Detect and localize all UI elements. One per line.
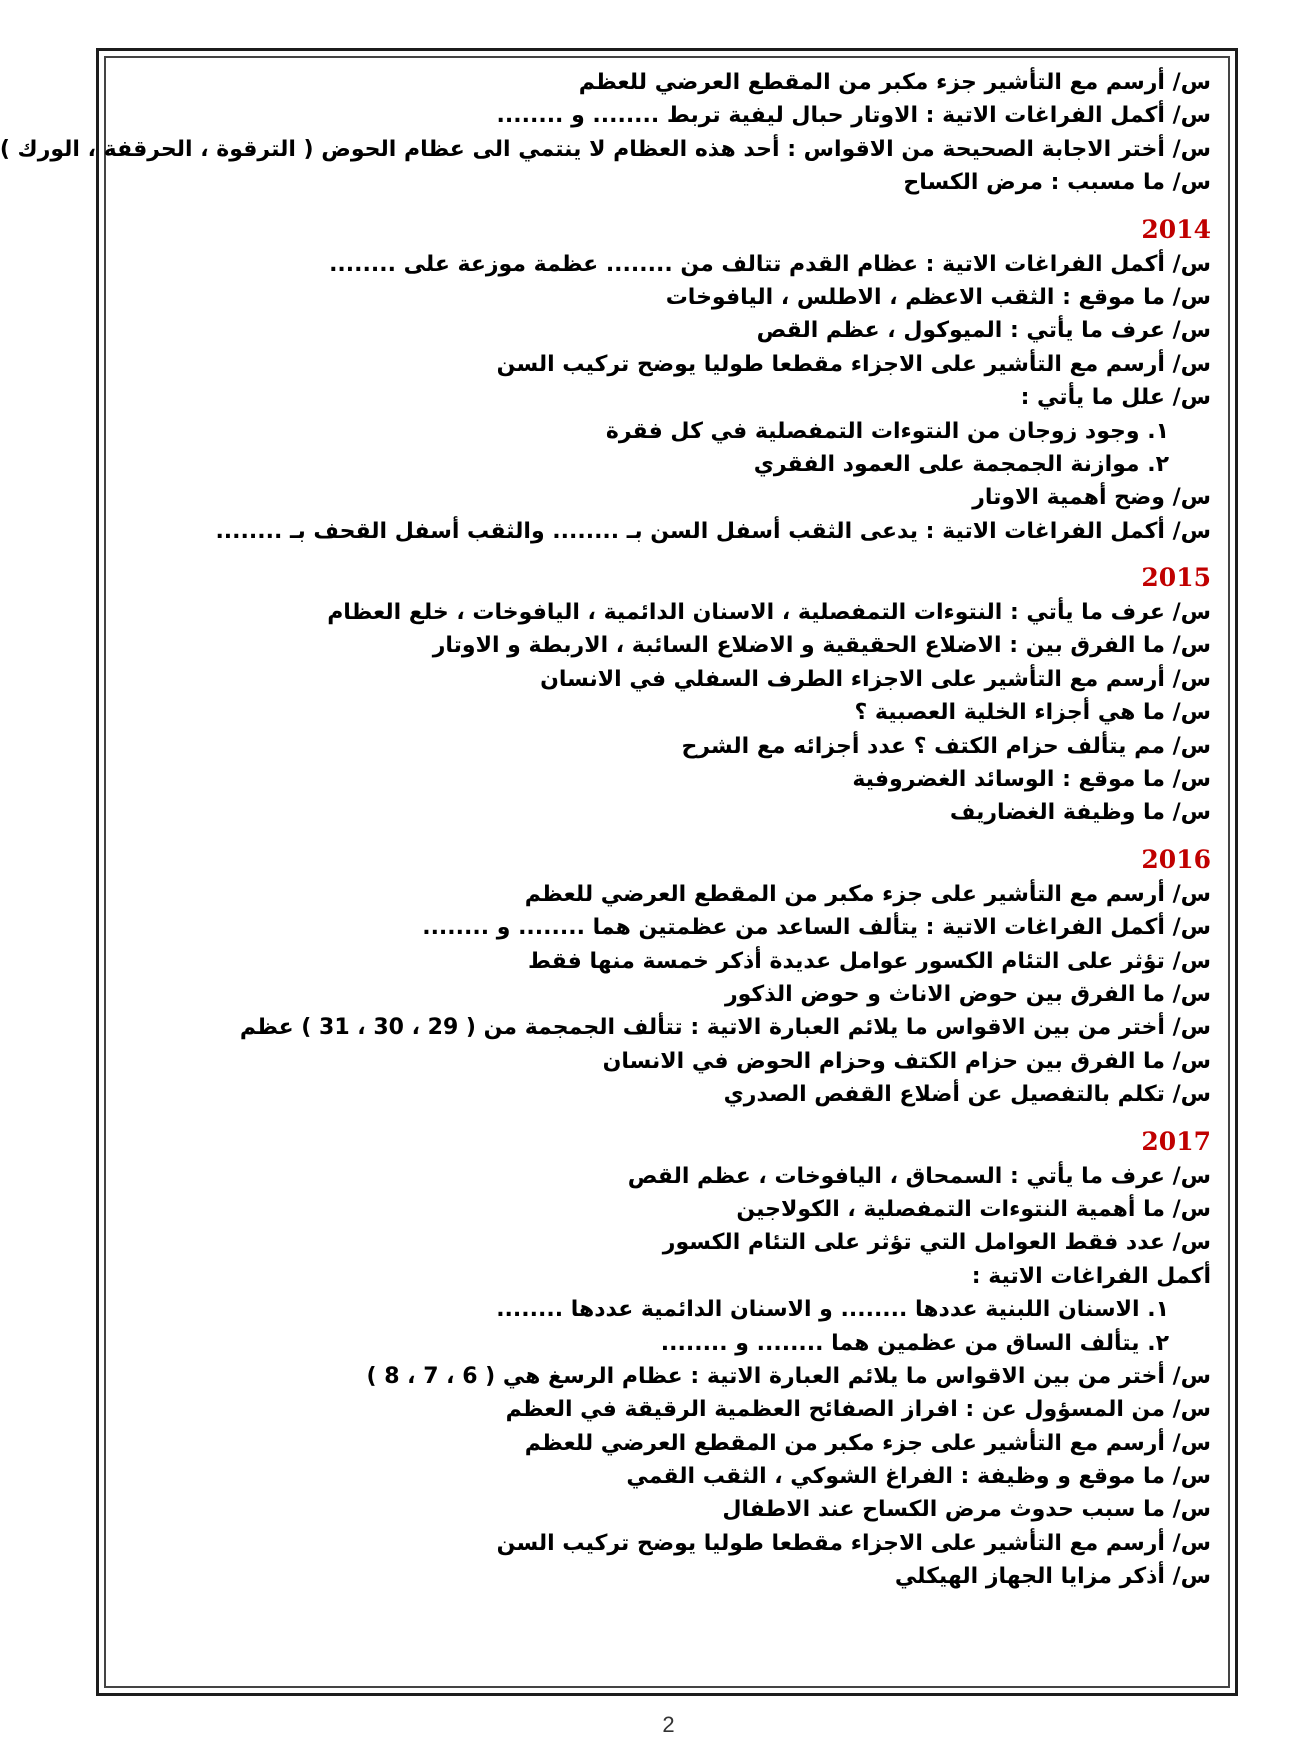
page-number: 2 xyxy=(662,1712,675,1737)
question-line: س/ ما مسبب : مرض الكساح xyxy=(903,170,1211,196)
question-line: س/ أكمل الفراغات الاتية : الاوتار حبال ليفية تربط ........ و ........ xyxy=(496,103,1211,129)
question-line: س/ أكمل الفراغات الاتية : عظام القدم تتالف من ........ عظمة موزعة على ........ xyxy=(329,251,1211,277)
question-line: س/ علل ما يأتي : xyxy=(1020,385,1211,411)
question-line: س/ مم يتألف حزام الكتف ؟ عدد أجزائه مع الشرح xyxy=(681,733,1211,759)
question-line: س/ أذكر مزايا الجهاز الهيكلي xyxy=(894,1564,1211,1590)
question-line: س/ ما الفرق بين : الاضلاع الحقيقية و الاضلاع السائبة ، الاربطة و الاوتار xyxy=(432,633,1211,659)
question-line: س/ ما موقع و وظيفة : الفراغ الشوكي ، الثقب القمي xyxy=(626,1464,1211,1490)
question-line: س/ أرسم مع التأشير على جزء مكبر من المقطع العرضي للعظم xyxy=(524,881,1211,907)
question-line: س/ تكلم بالتفصيل عن أضلاع القفص الصدري xyxy=(723,1082,1211,1108)
question-line: س/ أرسم مع التأشير على جزء مكبر من المقطع العرضي للعظم xyxy=(524,1430,1211,1456)
question-line: س/ عرف ما يأتي : النتوءات التمفصلية ، الاسنان الدائمية ، اليافوخات ، خلع العظام xyxy=(327,600,1211,626)
year-heading: 2017 xyxy=(1141,1126,1211,1156)
question-line: س/ ما أهمية النتوءات التمفصلية ، الكولاجين xyxy=(736,1196,1211,1222)
section-2015 xyxy=(131,560,1211,830)
question-line: س/ ما الفرق بين حزام الكتف وحزام الحوض في الانسان xyxy=(602,1048,1211,1074)
sub-item: ٢. يتألف الساق من عظمين هما ........ و ........ xyxy=(660,1330,1169,1356)
question-line: س/ أختر الاجابة الصحيحة من الاقواس : أحد هذه العظام لا ينتمي الى عظام الحوض ( الترقوة ، الحرقفة ، الورك ) xyxy=(0,136,1211,162)
question-line: س/ ما موقع : الثقب الاعظم ، الاطلس ، اليافوخات xyxy=(665,284,1211,310)
question-line: س/ عدد فقط العوامل التي تؤثر على التئام الكسور xyxy=(662,1230,1211,1256)
question-line: س/ وضح أهمية الاوتار xyxy=(972,485,1211,511)
question-line: س/ أختر من بين الاقواس ما يلائم العبارة الاتية : تتألف الجمجمة من ( 29 ، 30 ، 31 ) عظم xyxy=(239,1015,1211,1041)
section-2017 xyxy=(131,1124,1211,1594)
year-heading: 2016 xyxy=(1141,844,1211,874)
question-line: س/ أرسم مع التأشير على الاجزاء مقطعا طوليا يوضح تركيب السن xyxy=(496,351,1211,377)
question-line: س/ ما الفرق بين حوض الاناث و حوض الذكور xyxy=(724,981,1211,1007)
document-body xyxy=(0,66,1211,1594)
sub-item: ٢. موازنة الجمجمة على العمود الفقري xyxy=(753,451,1169,477)
question-line: س/ من المسؤول عن : افراز الصفائح العظمية الرقيقة في العظم xyxy=(505,1397,1211,1423)
question-line: أكمل الفراغات الاتية : xyxy=(971,1263,1211,1289)
question-line: س/ أكمل الفراغات الاتية : يتألف الساعد من عظمتين هما ........ و ........ xyxy=(422,915,1211,941)
year-heading: 2015 xyxy=(1141,563,1211,593)
question-line: س/ أختر من بين الاقواس ما يلائم العبارة الاتية : عظام الرسغ هي ( 6 ، 7 ، 8 ) xyxy=(366,1363,1211,1389)
question-line: س/ ما هي أجزاء الخلية العصبية ؟ xyxy=(854,700,1211,726)
sub-item: ١. الاسنان اللبنية عددها ........ و الاسنان الدائمية عددها ........ xyxy=(496,1297,1169,1323)
question-line: س/ ما وظيفة الغضاريف xyxy=(949,800,1211,826)
question-line: س/ أرسم مع التأشير على الاجزاء مقطعا طوليا يوضح تركيب السن xyxy=(496,1530,1211,1556)
question-line: س/ أكمل الفراغات الاتية : يدعى الثقب أسفل السن بـ ........ والثقب أسفل القحف بـ ........ xyxy=(215,518,1211,544)
question-line: س/ أرسم مع التأشير على الاجزاء الطرف السفلي في الانسان xyxy=(540,666,1211,692)
section-2016 xyxy=(131,842,1211,1112)
question-line: س/ عرف ما يأتي : الميوكول ، عظم القص xyxy=(756,318,1211,344)
sub-item: ١. وجود زوجان من النتوءات التمفصلية في كل فقرة xyxy=(605,418,1169,444)
question-line: س/ ما موقع : الوسائد الغضروفية xyxy=(852,767,1211,793)
question-line: س/ تؤثر على التئام الكسور عوامل عديدة أذكر خمسة منها فقط xyxy=(528,948,1211,974)
question-line: س/ أرسم مع التأشير جزء مكبر من المقطع العرضي للعظم xyxy=(578,70,1211,95)
section-2014 xyxy=(131,212,1211,549)
question-line: س/ ما سبب حدوث مرض الكساح عند الاطفال xyxy=(722,1497,1211,1523)
year-heading: 2014 xyxy=(1141,214,1211,244)
intro-block xyxy=(0,66,1211,200)
question-line: س/ عرف ما يأتي : السمحاق ، اليافوخات ، عظم القص xyxy=(627,1163,1211,1189)
